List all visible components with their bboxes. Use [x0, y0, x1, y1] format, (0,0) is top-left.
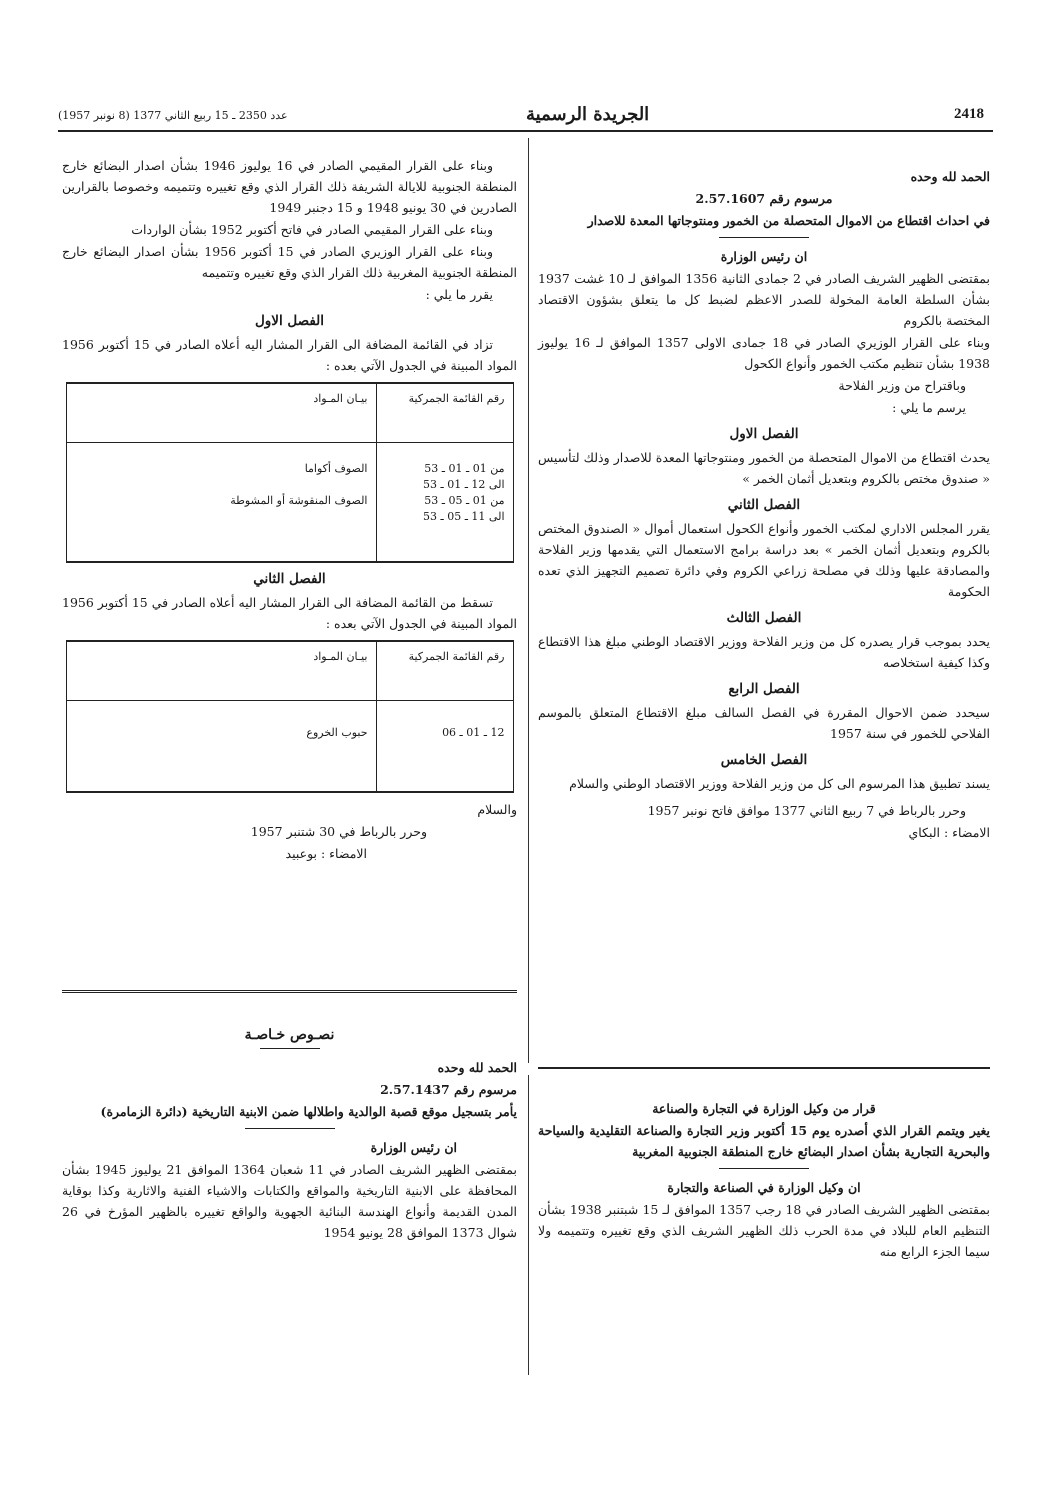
chapter-title: الفصل الاول	[254, 313, 325, 329]
special-invocation: الحمد لله وحده	[437, 1060, 517, 1075]
table-header-code: رقم القائمة الجمركية	[376, 641, 513, 701]
column-divider-lower	[528, 1075, 529, 1375]
page-number: 2418	[954, 106, 984, 122]
chapter-text: تزاد في القائمة المضافة الى القرار المشار اليه أعلاه الصادر في 15 أكتوبر 1956 المواد المبينة في الجدول الآتي بعده :	[62, 337, 517, 373]
chapter-text: تسقط من القائمة المضافة الى القرار المشار اليه أعلاه الصادر في 15 أكتوبر 1956 المواد المبينة في الجدول الآتي بعده :	[62, 595, 517, 631]
separator	[719, 1168, 809, 1169]
issue-line: عدد 2350 ـ 15 ربيع الثاني 1377 (8 نونبر 1957)	[58, 109, 288, 122]
decision-closing: والسلام	[477, 802, 517, 817]
special-decree-number: مرسوم رقم 2.57.1437	[380, 1082, 517, 1097]
decree-1-preamble: وباقتراح من وزير الفلاحة	[838, 378, 966, 393]
decision-preamble: وبناء على القرار الوزيري الصادر في 15 أكتوبر 1956 بشأن اصدار البضائع خارج المنطقة الجنوبية المغربية ذلك القرار الذي وقع تغييره وتتميمه	[62, 244, 517, 280]
decree-1-formula: يرسم ما يلي :	[892, 400, 966, 415]
decision-signature: الامضاء : بوعبيد	[285, 846, 367, 861]
chapter-text: يحدث اقتطاع من الاموال المتحصلة من الخمور ومنتوجاتها المعدة للاصدار وذلك لتأسيس « صندوق مختص بالكروم وبتعديل أثمان الخمر »	[538, 450, 990, 486]
separator	[245, 1128, 335, 1129]
table-header-material: بيـان المـواد	[66, 641, 376, 701]
decision-title: قرار من وكيل الوزارة في التجارة والصناعة	[652, 1101, 876, 1116]
column-divider	[528, 138, 529, 1063]
decision-formula: يقرر ما يلي :	[425, 287, 493, 302]
decision-authority: ان وكيل الوزارة في الصناعة والتجارة	[667, 1180, 861, 1195]
table-row	[66, 443, 513, 563]
decree-1-authority: ان رئيس الوزارة	[720, 249, 808, 264]
chapter-title: الفصل الثالث	[726, 610, 802, 626]
decree-1-signature: الامضاء : البكاي	[908, 825, 990, 840]
chapter-title: الفصل الرابع	[728, 681, 800, 697]
table-header-material: بيـان المـواد	[66, 383, 376, 443]
tariff-code: 12 ـ 01 ـ 06	[442, 726, 505, 739]
chapter-text: يقرر المجلس الاداري لمكتب الخمور وأنواع الكحول استعمال أموال « الصندوق المختص بالكروم وبتعديل أثمان الخمر » بعد دراسة برامج الاستعمال التي يقدمها وزير الفلاحة والمصادقة عليها وذلك في مصلحة زراعي الكروم وفي دائرة تصميم التجهيز الذي تعده الحكومة	[538, 521, 990, 599]
decision	[538, 1098, 990, 1263]
tariff-code: من 01 ـ 05 ـ 53	[424, 494, 505, 507]
gazette-title: الجريدة الرسمية	[526, 104, 650, 125]
table-header-code: رقم القائمة الجمركية	[376, 383, 513, 443]
table-added-materials	[66, 382, 514, 563]
material-name: الصوف أكواما	[304, 462, 368, 475]
special-texts	[62, 1025, 517, 1244]
tariff-code: الى 11 ـ 05 ـ 53	[422, 510, 505, 523]
material-name: الصوف المنقوشة أو المشوطة	[230, 494, 368, 507]
decision-preamble: بمقتضى الظهير الشريف الصادر في 18 رجب 1357 الموافق لـ 15 شبتنبر 1938 بشأن التنظيم العام للبلاد في مدة الحرب ذلك الظهير الشريف الذي وقع تغييره وتتميمه ولا سيما الجزء الرابع منه	[538, 1202, 991, 1259]
decree-1-invocation: الحمد لله وحده	[910, 169, 990, 184]
section-double-rule	[62, 990, 517, 993]
material-name	[75, 477, 368, 493]
chapter-text: يسند تطبيق هذا المرسوم الى كل من وزير الفلاحة ووزير الاقتصاد الوطني والسلام	[569, 776, 990, 791]
chapter-text: سيحدد ضمن الاحوال المقررة في الفصل السالف مبلغ الاقتطاع المتعلق بالموسم الفلاحي للخمور في سنة 1957	[538, 705, 990, 741]
material-name: حبوب الخروع	[306, 726, 368, 739]
decree-1-subject: في احداث اقتطاع من الاموال المتحصلة من الخمور ومنتوجاتها المعدة للاصدار	[587, 213, 990, 228]
material-name	[75, 509, 368, 525]
separator	[719, 237, 809, 238]
tariff-code: من 01 ـ 01 ـ 53	[424, 462, 505, 475]
special-decree-subject: يأمر بتسجيل موقع قصبة الوالدية واطلالها ضمن الابنية التاريخية (دائرة الزمامرة)	[100, 1104, 517, 1119]
chapter-title: الفصل الثاني	[253, 571, 326, 587]
decision-continued	[62, 155, 517, 865]
decision-preamble: وبناء على القرار المقيمي الصادر في فاتح أكتوبر 1952 بشأن الواردات	[131, 222, 493, 237]
decree-1-number: مرسوم رقم 2.57.1607	[695, 191, 833, 206]
chapter-title: الفصل الثاني	[727, 497, 801, 513]
table-removed-materials	[66, 640, 514, 793]
chapter-title: الفصل الاول	[729, 426, 799, 442]
special-section-title: نصـوص خـاصـة	[244, 1027, 335, 1043]
chapter-text: يحدد بموجب قرار يصدره كل من وزير الفلاحة ووزير الاقتصاد الوطني مبلغ هذا الاقتطاع وكذا كيفية استخلاصه	[538, 634, 990, 670]
tariff-code: الى 12 ـ 01 ـ 53	[422, 478, 505, 491]
table-row	[66, 701, 513, 793]
special-preamble: بمقتضى الظهير الشريف الصادر في 11 شعبان 1364 الموافق 21 يوليوز 1945 بشأن المحافظة على الابنية التاريخية والمواقع والكتابات والاشياء الفنية والاثارية وكذا بوقاية المدن القديمة وأنواع الهندسة البنائية الجهوية والواقع تغييره بالظهير المؤرخ في 26 شوال 1373 الموافق 28 يونيو 1954	[62, 1162, 517, 1240]
decision-preamble: وبناء على القرار المقيمي الصادر في 16 يوليوز 1946 بشأن اصدار البضائع خارج المنطقة الجنوبية للايالة الشريفة ذلك القرار الذي وقع تغييره وتتميمه وخصوصا بالقرارين الصادرين في 30 يونيو 1948 و 15 دجنبر 1949	[62, 158, 517, 215]
special-authority: ان رئيس الوزارة	[370, 1140, 457, 1155]
chapter-title: الفصل الخامس	[720, 752, 808, 768]
decree-1	[538, 166, 990, 844]
decree-1-done-at: وحرر بالرباط في 7 ربيع الثاني 1377 موافق فاتح نونبر 1957	[647, 803, 966, 818]
section-rule	[538, 1067, 990, 1069]
header-rule	[58, 130, 993, 132]
decree-1-preamble: وبناء على القرار الوزيري الصادر في 18 جمادى الاولى 1357 الموافق لـ 16 يوليوز 1938 بشأن تنظيم مكتب الخمور وأنواع الكحول	[538, 335, 991, 371]
decision-done-at: وحرر بالرباط في 30 شتنبر 1957	[250, 824, 427, 839]
decree-1-preamble: بمقتضى الظهير الشريف الصادر في 2 جمادى الثانية 1356 الموافق لـ 10 غشت 1937 بشأن السلطة العامة المخولة للصدر الاعظم لضبط كل ما يتعلق بشؤون الاقتصاد المختصة بالكروم	[538, 271, 990, 328]
page-header	[58, 106, 993, 128]
decision-subject: يغير ويتمم القرار الذي أصدره يوم 15 أكتوبر وزير التجارة والصناعة التقليدية والسياحة والبحرية التجارية بشأن اصدار البضائع خارج المنطقة الجنوبية المغربية	[538, 1123, 990, 1159]
separator	[260, 1048, 320, 1049]
